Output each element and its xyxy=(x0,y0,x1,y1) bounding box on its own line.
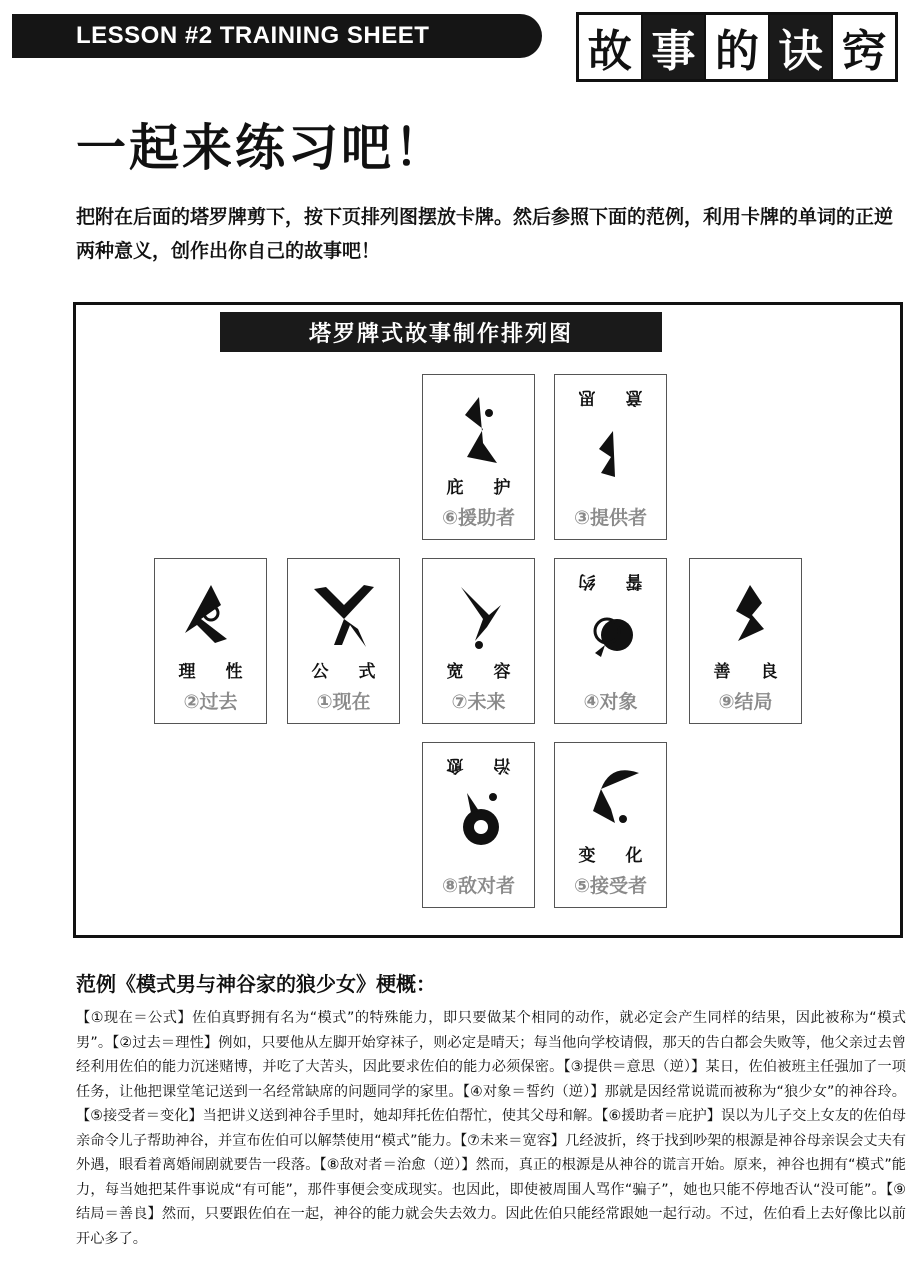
card-glyph-icon xyxy=(171,575,251,655)
card-glyph-icon xyxy=(706,575,786,655)
example-title: 范例《模式男与神谷家的狼少女》梗概： xyxy=(76,972,436,996)
tarot-card-3 xyxy=(554,374,667,540)
card-word: 誓 约 xyxy=(566,571,643,591)
tarot-card-4 xyxy=(554,558,667,724)
card-role: ⑨结局 xyxy=(718,691,773,713)
example-body: 【①现在＝公式】佐伯真野拥有名为“模式”的特殊能力，即只要做某个相同的动作，就必定会产生同样的结果，因此被称为“模式男”。【②过去＝理性】例如，只要他从左脚开始穿袜子，则必定是晴天；每当他向学校请假，那天的告白都会失败等，他父亲过去曾经利用佐伯的能力沉迷赌博，并吃了大苦头，因此要求佐伯的能力必须保密。【③提供＝意思（逆）】某日，佐伯被班主任强加了一项任务，让他把课堂笔记送到一名经常缺席的问题同学的家里。【④对象＝誓约（逆）】那就是因经常说谎而被称为“狼少女”的神谷玲。【⑤接受者＝变化】当把讲义送到神谷手里时，她却拜托佐伯帮忙，使其父母和解。【⑥援助者＝庇护】误以为儿子交上女友的佐伯母亲命令儿子帮助神谷，并宣布佐伯可以解禁使用“模式”能力。【⑦未来＝宽容】几经波折，终于找到吵架的根源是神谷母亲误会丈夫有外遇，眼看着离婚闹剧就要告一段落。【⑧敌对者＝治愈（逆）】然而，真正的根源是从神谷的谎言开始。原来，神谷也拥有“模式”能力，每当她把某件事说成“有可能”，那件事便会变成现实。也因此，即使被周围人骂作“骗子”，她也只能不停地否认“没可能”。【⑨结局＝善良】然而，只要跟佐伯在一起，神谷的能力就会失去效力。因此佐伯只能经常跟她一起行动。不过，佐伯看上去好像比以前开心多了。 xyxy=(76,1010,906,1247)
card-role: ⑧敌对者 xyxy=(441,875,516,897)
card-word: 变 化 xyxy=(578,846,655,866)
card-word: 理 性 xyxy=(178,662,255,682)
tarot-card-2 xyxy=(154,558,267,724)
card-word: 善 良 xyxy=(713,662,790,682)
tarot-card-9 xyxy=(689,558,802,724)
card-role: ⑦未来 xyxy=(451,691,506,713)
layout-title: 塔罗牌式故事制作排列图 xyxy=(220,312,662,352)
series-logo xyxy=(576,12,898,82)
intro-text: 把附在后面的塔罗牌剪下，按下页排列图摆放卡牌。然后参照下面的范例，利用卡牌的单词的正逆两种意义，创作出你自己的故事吧！ xyxy=(76,206,894,262)
card-glyph-icon xyxy=(304,575,384,655)
card-glyph-icon xyxy=(571,601,651,681)
card-glyph-icon xyxy=(439,783,519,863)
tarot-card-1 xyxy=(287,558,400,724)
card-glyph-icon xyxy=(439,575,519,655)
card-glyph-icon xyxy=(439,391,519,471)
logo-char: 窍 xyxy=(842,26,887,77)
card-word: 治 愈 xyxy=(434,755,511,775)
card-role: ⑥援助者 xyxy=(441,507,516,529)
logo-char: 诀 xyxy=(770,15,834,79)
logo-char: 事 xyxy=(643,15,707,79)
logo-char: 故 xyxy=(579,15,643,79)
tarot-card-5 xyxy=(554,742,667,908)
card-word: 公 式 xyxy=(311,662,388,682)
card-role: ②过去 xyxy=(183,691,238,713)
card-role: ③提供者 xyxy=(573,507,648,529)
card-word: 意 思 xyxy=(566,387,643,407)
card-glyph-icon xyxy=(571,417,651,497)
card-role: ①现在 xyxy=(316,691,371,713)
card-role: ⑤接受者 xyxy=(573,875,648,897)
tarot-card-7 xyxy=(422,558,535,724)
card-role: ④对象 xyxy=(583,691,638,713)
card-word: 宽 容 xyxy=(446,662,523,682)
card-glyph-icon xyxy=(571,759,651,839)
logo-char: 的 xyxy=(706,15,770,79)
tarot-card-8 xyxy=(422,742,535,908)
lesson-label: LESSON #2 TRAINING SHEET xyxy=(76,22,430,49)
lesson-banner xyxy=(12,14,542,58)
card-word: 庇 护 xyxy=(446,478,523,498)
tarot-card-6 xyxy=(422,374,535,540)
page-title: 一起来练习吧！ xyxy=(76,119,447,177)
